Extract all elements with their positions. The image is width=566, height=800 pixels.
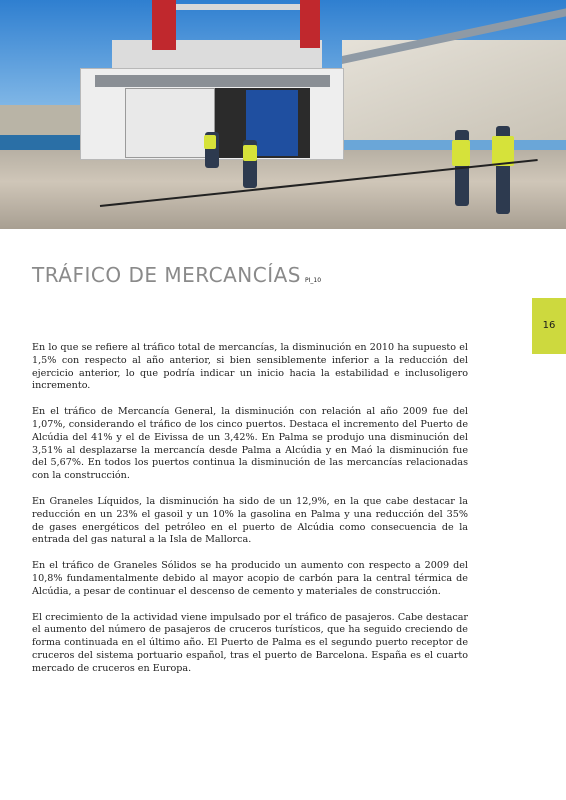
photo-white-truck: [125, 88, 215, 158]
body-text: [32, 342, 468, 689]
page-number-tab: [532, 298, 566, 354]
photo-ferry-deck: [95, 75, 330, 87]
section-title-text: TRÁFICO DE MERCANCÍAS: [32, 263, 301, 287]
header-photo: [0, 0, 566, 229]
photo-crane-bar: [170, 4, 305, 10]
section-title: [32, 263, 321, 287]
paragraph: En lo que se refiere al tráfico total de mercancías, la disminución en 2010 ha supuesto el 1,5% con respecto al año anterior, si bien sensiblemente inferior a la reducción del ejercicio anterior, lo que podría indicar un inicio hacia la estabilidad e inclusoligero incremento.: [32, 342, 468, 392]
photo-red-pillar: [152, 0, 176, 50]
paragraph: El crecimiento de la actividad viene impulsado por el tráfico de pasajeros. Cabe destacar el aumento del número de pasajeros de cruceros turísticos, que ha seguido creciendo de forma continuada en el último año. El Puerto de Palma es el segundo puerto receptor de cruceros del sistema portuario español, tras el puerto de Barcelona. España es el cuarto mercado de cruceros en Europa.: [32, 611, 468, 674]
paragraph: En el tráfico de Mercancía General, la disminución con relación al año 2009 fue del 1,07%, considerando el tráfico de los cinco puertos. Destaca el incremento del Puerto de Alcúdia del 41% y el de Eivissa de un 3,42%. En Palma se produjo una disminución del 3,51% al desplazarse la mercancía desde Palma a Alcúdia y en Maó la disminución fue del 5,67%. En todos los puertos continua la disminución de las mercancías relacionadas con la construcción.: [32, 406, 468, 482]
photo-city: [0, 105, 90, 137]
paragraph: En Graneles Líquidos, la disminución ha sido de un 12,9%, en la que cabe destacar la reducción en un 23% el gasoil y un 10% la gasolina en Palma y una reducción del 35% de gases energéticos del petróleo en el puerto de Alcúdia como consecuencia de la entrada del gas natural a la Isla de Mallorca.: [32, 495, 468, 546]
photo-worker-vest: [452, 140, 470, 166]
page-number: 16: [542, 320, 556, 331]
paragraph: En el tráfico de Graneles Sólidos se ha producido un aumento con respecto a 2009 del 10,8% fundamentalmente debido al mayor acopio de carbón para la central térmica de Alcúdia, a pesar de continuar el descenso de cemento y materiales de construcción.: [32, 560, 468, 597]
photo-worker-vest: [243, 145, 257, 161]
photo-quay: [0, 150, 566, 229]
photo-worker-vest: [204, 135, 216, 149]
section-title-ref: PI_10: [305, 277, 322, 284]
photo-red-pillar: [300, 0, 320, 48]
